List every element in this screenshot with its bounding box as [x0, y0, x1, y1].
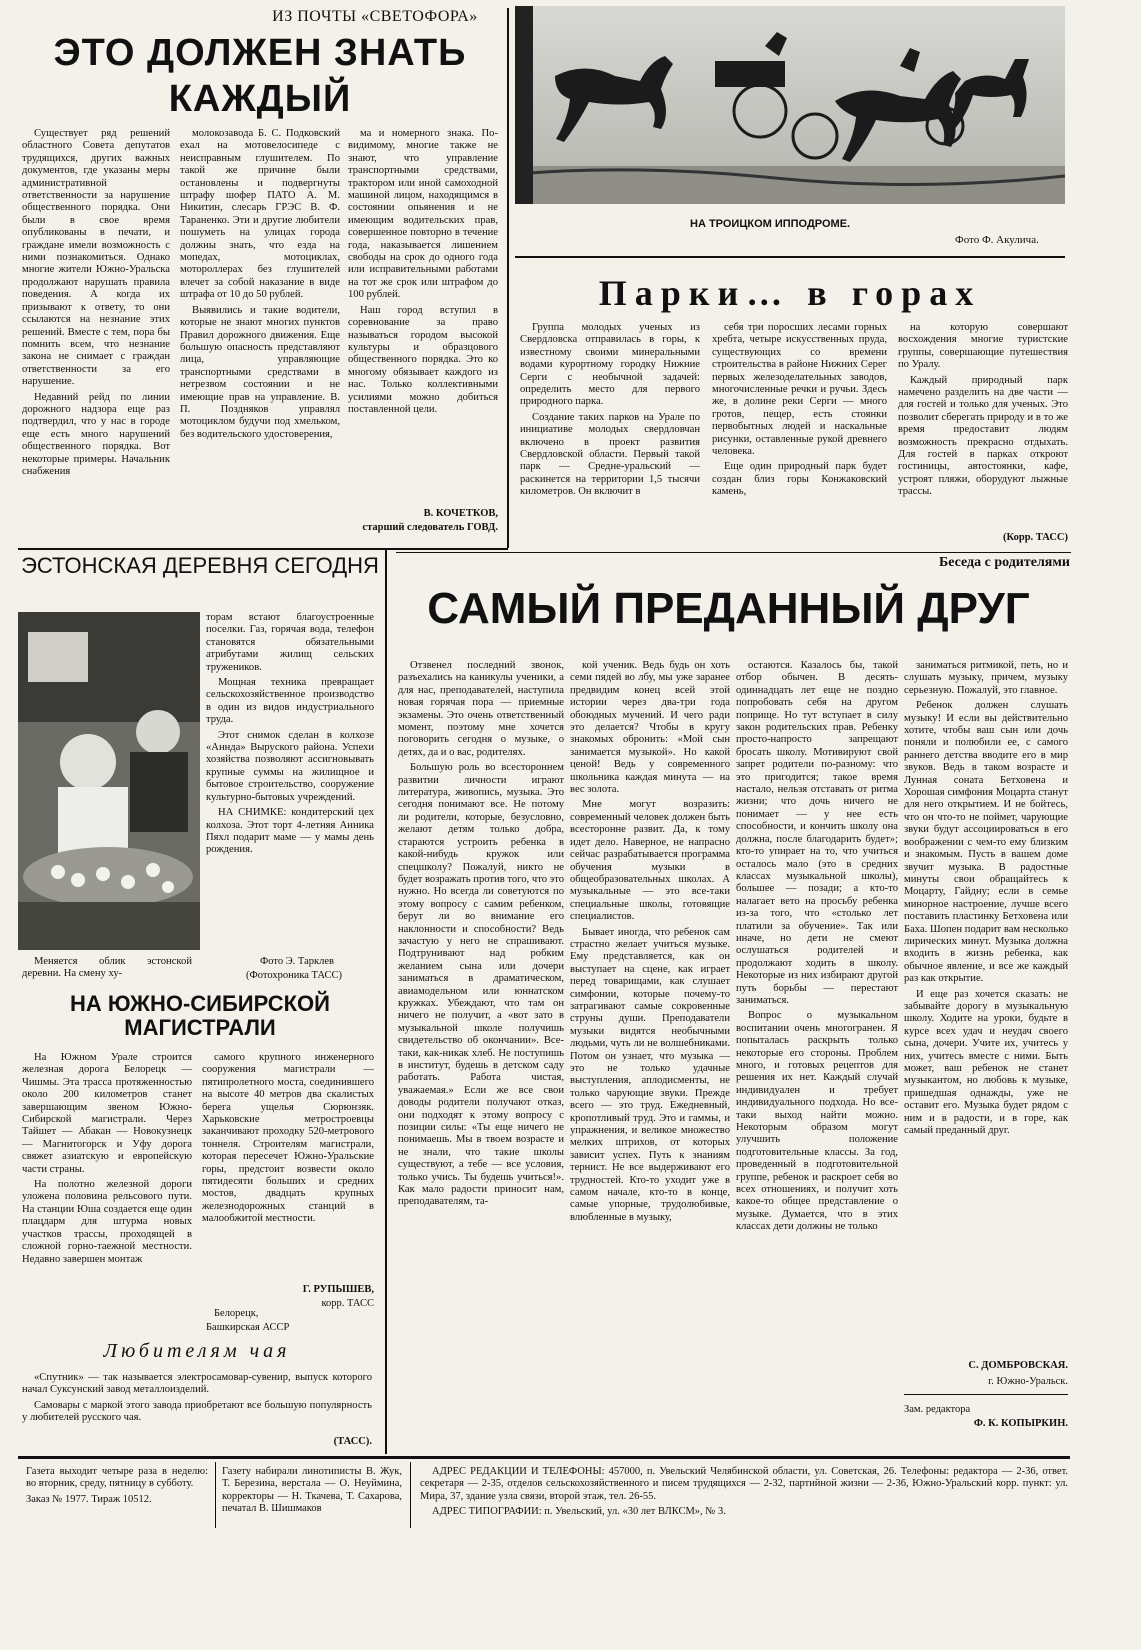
credit-tass: (ТАСС).: [333, 1436, 372, 1447]
paragraph: «Спутник» — так называется электросамовар-сувенир, выпуск которого начал Суксунский завод металлоизделий.: [22, 1372, 372, 1396]
article-column: [180, 128, 340, 546]
section-divider: [18, 548, 508, 550]
article-column: [22, 1372, 372, 1434]
paragraph: Самовары с маркой этого завода приобретают все большую популярность у любителей русского чая.: [22, 1399, 372, 1424]
paragraph: ма и номерного знака. По-видимому, многие также не знают, что управление транспортными средствами, трактором или иной самоходной машиной лицом, находящимся в состоянии опьянения и не имеющим водительских прав, совершенное повторно в течение года, наказывается лишением свободы на срок до одного года или исправительными работами на тот же срок или штрафом до 100 рублей.: [348, 128, 498, 301]
credit-tass: (Корр. ТАСС): [1003, 532, 1068, 543]
paragraph: Еще один природный парк будет создан близ горы Конжаковский камень,: [712, 461, 887, 498]
column-divider: [410, 1462, 411, 1528]
paragraph: остаются. Казалось бы, такой отбор обычен. В десять-одиннадцать лет еще не поздно попробовать себя на другом поприще. Но тут вступает в силу закон родительских прав. Ребенку просто-напросто запрещают бросать школу. Мотивируют свой запрет родители по-разному: что это пригодится; такое время настало, нельзя отставать от ритма жизни; что дочь ничего не понимает — у нее есть способности, и кончить школу она должна, после благодарить будет»; кто-то упирает на то, что учиться осталось мало (это в средних классах музыкальной школы), большее — позади; а кто-то налагает вето на просьбу ребенка из-за того, что «столько лет платили за обучение». Так или иначе, но дети не смеют ослушаться родителей и продолжают ходить в школу. Некоторые из них избирают другой путь борьбы — перестают заниматься.: [736, 660, 898, 1006]
footer-top-rule: [18, 1456, 1070, 1459]
article-column: [712, 322, 887, 546]
footer-credits: [222, 1466, 402, 1528]
article-title-tea: Любителям чая: [103, 1340, 291, 1362]
article-column: [398, 660, 564, 1440]
dateline: Башкирская АССР: [206, 1322, 290, 1333]
article-title-estonia: ЭСТОНСКАЯ ДЕРЕВНЯ СЕГОДНЯ: [21, 553, 379, 578]
editor-name: Ф. К. КОПЫРКИН.: [973, 1418, 1068, 1429]
photo-caption: НА ТРОИЦКОМ ИППОДРОМЕ.: [690, 218, 851, 230]
footer-address: [420, 1466, 1068, 1528]
paragraph: себя три поросших лесами горных хребта, четыре искусственных пруда, существующих со времени строительства в районе Нижних Серег первых железоделательных заводов, многочисленные речки и ручьи. Здесь же, в долине реки Серги — много гротов, пещер, есть стоянки первобытных людей и наскальные рисунки, оставленные рукой древнего человека.: [712, 322, 887, 458]
paragraph: на которую совершают восхождения многие туристские группы, совершающие путешествия по Уралу.: [898, 322, 1068, 371]
signature-role: старший следователь ГОВД.: [362, 522, 498, 533]
footer-text: Заказ № 1977. Тираж 10512.: [26, 1493, 152, 1505]
signature-role: корр. ТАСС: [321, 1298, 374, 1309]
bakery-photo: [18, 612, 200, 950]
article-title-eto-dolzhen: ЭТО ДОЛЖЕН ЗНАТЬ КАЖДЫЙ: [53, 32, 467, 120]
paragraph: Отзвенел последний звонок, разъехались на каникулы ученики, а для нас, преподавателей, наступила новая горячая пора — приемные экзамены. Это очень ответственный момент, поэтому мне хочется поговорить сегодня о музыке, о детях, да и о вас, родителях.: [398, 660, 564, 758]
photo-credit: Фото Ф. Акулича.: [955, 234, 1039, 246]
article-title-siberia: НА ЮЖНО-СИБИРСКОЙ МАГИСТРАЛИ: [70, 991, 330, 1040]
footer-schedule: [26, 1466, 208, 1528]
paragraph: Большую роль во всестороннем развитии личности играют литература, живопись, музыка. Это сегодня понимают все. Не потому ли родители, которые, безусловно, желают детям только добра, стараются устроить ребенка в какой-нибудь кружок или спецшколу? Пожалуй, никто не будет возражать против того, что это нужно. Но всегда ли советуются по этому вопросу с самим ребенком, берут ли во внимание его наклонности и способности? Ведь зачастую у него не спрашивают. Подтрунивают над робким желанием сына или дочери заниматься в драматическом, авиамодельном или юннатском кружках. Убеждают, что там он ничего не получит, а «вот зато в музыкальной школе получишь свидетельство об окончании». Все-таки, как-никак хлеб. Не поступишь в институт, будешь в детском саду работать. Работа чистая, уважаемая.» Если же все свои доводы родители получают отказ, они подходят к этому вопросу с позиции силы: «Ты еще ничего не понимаешь. Мы в твоем возрасте и не знали, что такие школы существуют, а тебе — все условия, только учись. Ты будешь учиться!». Как мало радости приносит нам, преподавателям, та-: [398, 762, 564, 1208]
paragraph: Каждый природный парк намечено разделить на две части — для гостей и только для ученых. Это позволит сберегать природу и в то же время предоставит людям возможность прекрасно отдыхать. Для гостей в парках откроют гостиницы, автостоянки, кафе, устроят пляжи, оборудуют лыжные трассы.: [898, 374, 1068, 498]
paragraph: И еще раз хочется сказать: не забывайте дорогу в музыкальную школу. Ходите на уроки, будьте в курсе всех удач и неудач своего сына, дочери. Учите их, учитесь у них, учитесь вместе с ними. Быть может, ваш ребенок не станет музыкантом, но любовь к музыке, пришедшая однажды, уже не оставит его. Музыка будет рядом с ним и в радости, и в горе, как самый преданный друг.: [904, 988, 1068, 1137]
paragraph: Выявились и такие водители, которые не знают многих пунктов Правил дорожного движения. Еще большую опасность представляют лица, управляющие транспортными средствами в нетрезвом состоянии и не имеющие прав на управление. В. П. Поздняков управлял мотоциклом будучи под хмельком, без водительского удостоверения,: [180, 304, 340, 440]
article-column: [736, 660, 898, 1440]
signature: С. ДОМБРОВСКАЯ.: [968, 1360, 1068, 1371]
paragraph: Ребенок должен слушать музыку! И если вы действительно хотите, чтобы ваш сын или дочь поняли и полюбили ее, с самого раннего детства вводите его в мир звуков. Ведь в таком возрасте и Лунная соната Бетховена и Хорошая симфония Моцарта станут для него открытием. И не бойтесь, что он что-то не поймет, чарующие звуки будут ассоциироваться в его воображении с чем-то ему близким и знакомым. Пусть в вашем доме звучит музыка. В радостные минуты свои обращайтесь к Моцарту, Гайдну; если в семье минорное настроение, лучше всего поставить пластинку Бетховена или Баха. Шопен подарит вам несколько лирических минут. Музыка должна входить в жизнь ребенка, как обычное явление, и все же каждый раз как открытие.: [904, 700, 1068, 985]
paragraph: кой ученик. Ведь будь он хоть семи пядей во лбу, мы уже заранее предвидим конец всей этой истории через два-три года обоюдных мучений. И чего ради это делается? Чтобы в кругу знакомых обронить: «Мой сын занимается музыкой». Но какой ценой! Ведь у современного школьника каждая минута — на вес золота.: [570, 660, 730, 796]
paragraph: Недавний рейд по линии дорожного надзора еще раз подтвердил, что у нас в городе еще есть много нарушений общественного порядка. Вот некоторые примеры. Начальник снабжения: [22, 391, 170, 477]
article-column: [904, 660, 1068, 1346]
paragraph: самого крупного инженерного сооружения магистрали — пятипролетного моста, соединившего на высоте 40 метров два скалистых берега ущелья Сюрюнзяк. Харьковские метростроевцы заканчивают проходку 520-метрового тоннеля. Строителям магистрали, которая пересечет Южно-Уральские горы, предстоит возвести около пятидесяти больших и средних мостов, двадцать крупных железнодорожных станций в малообжитой местности.: [202, 1052, 374, 1225]
footer-text: Газета выходит четыре раза в неделю: во вторник, среду, пятницу в субботу.: [26, 1466, 208, 1490]
article-column: [348, 128, 498, 508]
article-column: [22, 956, 192, 982]
article-title-parki: Парки… в горах: [598, 273, 982, 313]
column-divider: [507, 8, 509, 548]
hippodrome-photo: [515, 6, 1065, 204]
photo-credit: (Фотохроника ТАСС): [246, 970, 343, 981]
paragraph: Бывает иногда, что ребенок сам страстно желает учиться музыке. Ему представляется, как он выступает на сцене, как играет перед товарищами, как слушает симфонии, которые почему-то затрагивают самые сокровенные струны души. Преподаватели музыки видятся необычными людьми, чуть ли не волшебниками. Потом он узнает, что музыка — это не только удачные выступления, аплодисменты, не только чарующие звуки. Прежде всего — это труд. Ежедневный, кропотливый труд. Это и гаммы, и упражнения, и великое множество мелких штрихов, от которых зависит успех. Путь к знаниям тернист. Не все выдерживают его трудностей. Кто-то уходит уже в самом начале, кто-то в конце, самые упорные, трудолюбивые, влюбленные в музыку,: [570, 926, 730, 1223]
paragraph: Наш город вступил в соревнование за право называться городом высокой культуры и образцового общественного порядка. Это ко многому обязывает каждого из нас. Только коллективными усилиями можно добиться поставленной цели.: [348, 304, 498, 415]
signature-place: г. Южно-Уральск.: [988, 1376, 1068, 1387]
paragraph: заниматься ритмикой, петь, но и слушать музыку, причем, музыку серьезную. Пожалуй, это главное.: [904, 660, 1068, 696]
editor-role: Зам. редактора: [904, 1404, 971, 1415]
horse-race-illustration: [515, 6, 1065, 204]
footer-text: Газету набирали линотиписты В. Жук, Т. Березина, верстала — О. Неуймина, корректоры — Н. Ткачева, Т. Сахарова, печатал В. Шишмаков: [222, 1466, 402, 1515]
section-divider: [515, 256, 1065, 258]
dateline: Белорецк,: [214, 1308, 259, 1319]
article-column: [570, 660, 730, 1440]
footer-text: АДРЕС РЕДАКЦИИ И ТЕЛЕФОНЫ: 457000, п. Увельский Челябинской области, ул. Советская, 26. Телефоны: редактора — 2-36, ответ. секретаря — 2-35, отделов сельскохозяйственного и писем трудящихся — 2-32, партийной жизни — 2-36, Южно-Уральский корр. пункт: ул. Мира, 37, здание узла связи, второй этаж, тел. 26-55.: [420, 1466, 1068, 1502]
paragraph: торам встают благоустроенные поселки. Газ, горячая вода, телефон становятся обязательными атрибутами жилищ сельских тружеников.: [206, 612, 374, 673]
paragraph: Меняется облик эстонской деревни. На смену ху-: [22, 956, 192, 980]
article-column: [206, 612, 374, 952]
footer-text: АДРЕС ТИПОГРАФИИ: п. Увельский, ул. «30 лет ВЛКСМ», № 3.: [432, 1506, 726, 1518]
section-divider: [904, 1394, 1068, 1395]
column-divider: [385, 550, 387, 1454]
paragraph: Группа молодых ученых из Свердловска отправилась в горы, к известному своими минеральными водами курортному городку Нижние Серги с необычной задачей: определить место для первого природного парка.: [520, 322, 700, 408]
paragraph: НА СНИМКЕ: кондитерский цех колхоза. Этот торт 4-летняя Анника Пяхл подарит маме — у мамы день рождения.: [206, 807, 374, 856]
paragraph: На Южном Урале строится железная дорога Белорецк — Чишмы. Эта трасса протяженностью около 200 километров станет завершающим звеном Южно-Сибирской магистрали. Через Тайшет — Абакан — Новокузнецк — Магнитогорск и Уфу дорога свяжет азиатскую и европейскую части страны.: [22, 1052, 192, 1175]
confectionery-illustration: [18, 612, 200, 950]
photo-credit: Фото Э. Тарклев: [260, 956, 334, 967]
paragraph: Мне могут возразить: современный человек должен быть всесторонне развит. Да, к тому идет дело. Наверное, не напрасно сейчас разрабатывается программа обучения музыки в общеобразовательных школах. А музыкальные — это все-таки специальные школы, готовящие специалистов.: [570, 799, 730, 923]
title-frame: [396, 552, 1071, 553]
article-column: [202, 1052, 374, 1282]
article-column: [22, 128, 170, 546]
kicker-svetofor: ИЗ ПОЧТЫ «СВЕТОФОРА»: [272, 8, 478, 25]
paragraph: Вопрос о музыкальном воспитании очень многогранен. Я попыталась раскрыть только некоторые его стороны. Проблем много, и готовых рецептов для решения их нет. Каждый случай индивидуален и требует индивидуального подхода. Но все-таки выход найти можно. Некоторым образом могут улучшить положение подготовительные классы. За год, проведенный в подготовительной группе, ребенок и раскроет себя во всех отношениях, и получит хоть какое-то общее представление о музыке. Думается, что в этих классах дети должны не только: [736, 1010, 898, 1233]
article-column: [898, 322, 1068, 534]
paragraph: Существует ряд решений областного Совета депутатов трудящихся, других важных документов, где указаны меры административной ответственности за нарушение общественного порядка. Они были в свое время опубликованы в печати, и граждане имели возможность с ними познакомиться. Однако многие жители Южно-Уральска продолжают нарушать правила поведения. А когда их призывают к ответу, то они ссылаются на незнание этих решений. Вместе с тем, пора бы помнить всем, что незнание закона не снимает с граждан ответственности за его нарушение.: [22, 128, 170, 388]
article-column: [520, 322, 700, 546]
paragraph: Мощная техника превращает сельскохозяйственное производство в один из видов индустриального труда.: [206, 677, 374, 726]
paragraph: молокозавода Б. С. Подковский ехал на мотовелосипеде с неисправным глушителем. По такой же причине были остановлены и подвергнуты штрафу шофер ПАТО А. М. Никитин, слесарь ГРЭС В. Ф. Тараненко. Эти и другие любители пошуметь на улицах города должны знать, что езда на мопедах, мотоциклах, мотороллерах без глушителей влечет за собой наказание в виде штрафа от 10 до 50 рублей.: [180, 128, 340, 301]
article-title-friend: САМЫЙ ПРЕДАННЫЙ ДРУГ: [427, 584, 1030, 633]
signature: Г. РУПЫШЕВ,: [302, 1284, 374, 1295]
article-column: [22, 1052, 192, 1314]
paragraph: Этот снимок сделан в колхозе «Аннда» Выруского района. Успехи хозяйства позволяют ассигновывать крупные суммы на жилищное и бытовое строительство, сооружение культурно-бытовых учреждений.: [206, 729, 374, 803]
column-divider: [215, 1462, 216, 1528]
kicker-beseda: Беседа с родителями: [938, 555, 1070, 570]
paragraph: Создание таких парков на Урале по инициативе молодых свердловчан включено в проект развития Свердловской области. Первый такой парк — Средне-уральский — раскинется на территории 1,5 тысячи километров. Он включит в: [520, 411, 700, 498]
signature: В. КОЧЕТКОВ,: [423, 508, 498, 519]
paragraph: На полотно железной дороги уложена половина рельсового пути. На станции Юша создается еще один плацдарм для штурма новых участков трассы, проходящей в сложной горно-таежной местности. Недавно завершен монтаж: [22, 1179, 192, 1265]
